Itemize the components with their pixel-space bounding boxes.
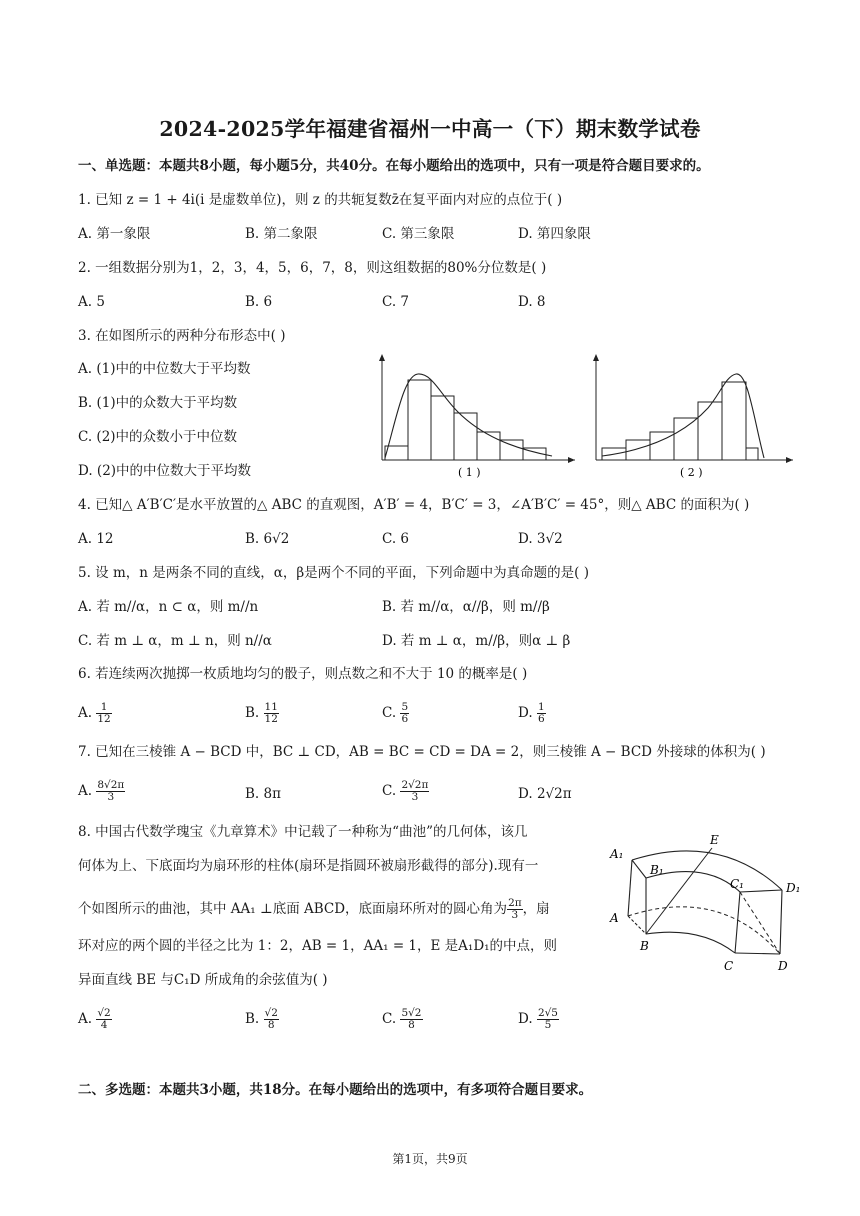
q7-option-a: A. $\frac{8√2\pi}{3}$ <box>78 779 125 803</box>
question-2-stem: 2. 一组数据分别为1，2，3，4，5，6，7，8，则这组数据的80%分位数是( ) <box>78 260 547 276</box>
label-a1: A₁ <box>610 847 624 861</box>
q2-option-b: B. 6 <box>245 294 273 310</box>
q7-option-c: C. $\frac{2√2\pi}{3}$ <box>382 779 429 803</box>
label-c: C <box>724 959 734 973</box>
q3-option-a: A. (1)中的中位数大于平均数 <box>78 361 251 377</box>
q8-option-a: A. $\frac{√2}{4}$ <box>78 1007 111 1031</box>
q7-option-d: D. 2√2π <box>518 786 572 802</box>
q6-option-d: D. $\frac{1}{6}$ <box>518 701 545 725</box>
label-d1: D₁ <box>786 881 801 895</box>
question-8-line-3: 个如图所示的曲池，其中 AA₁ ⊥底面 ABCD，底面扇环所对的圆心角为 $\frac{2\pi}{3}$ ，扇 <box>78 897 550 921</box>
label-b: B <box>640 939 649 953</box>
question-8-line-2: 何体为上、下底面均为扇环形的柱体(扇环是指圆环被扇形截得的部分).现有一 <box>78 858 539 874</box>
q5-option-a: A. 若 m//α，n ⊂ α，则 m//n <box>78 599 259 615</box>
label-c1: C₁ <box>730 877 744 891</box>
label-d: D <box>778 959 788 973</box>
q1-option-a: A. 第一象限 <box>78 226 151 242</box>
q2-option-c: C. 7 <box>382 294 410 310</box>
q1-option-d: D. 第四象限 <box>518 226 591 242</box>
q1-option-c: C. 第三象限 <box>382 226 455 242</box>
q3-option-d: D. (2)中的中位数大于平均数 <box>78 463 252 479</box>
page-footer: 第1页，共9页 <box>392 1152 468 1166</box>
q1-option-b: B. 第二象限 <box>245 226 318 242</box>
question-7-stem: 7. 已知在三棱锥 A − BCD 中，BC ⊥ CD，AB = BC = CD = DA = 2，则三棱锥 A − BCD 外接球的体积为( ) <box>78 744 766 760</box>
question-8-line-1: 8. 中国古代数学瑰宝《九章算术》中记载了一种称为“曲池”的几何体，该几 <box>78 824 528 840</box>
q3-option-b: B. (1)中的众数大于平均数 <box>78 395 238 411</box>
curved-pool-figure <box>600 830 815 980</box>
q3-option-c: C. (2)中的众数小于中位数 <box>78 429 238 445</box>
question-1-stem: 1. 已知 z = 1 + 4i(i 是虚数单位)，则 z 的共轭复数z̄在复平面内对应的点位于( ) <box>78 192 563 208</box>
q8-option-b: B. $\frac{√2}{8}$ <box>245 1007 278 1031</box>
question-6-stem: 6. 若连续两次抛掷一枚质地均匀的骰子，则点数之和不大于 10 的概率是( ) <box>78 666 528 682</box>
question-8-line-4: 环对应的两个圆的半径之比为 1：2，AB = 1，AA₁ = 1，E 是A₁D₁的中点，则 <box>78 938 558 954</box>
q4-option-a: A. 12 <box>78 531 114 547</box>
section-2-heading: 二、多选题：本题共3小题，共18分。在每小题给出的选项中，有多项符合题目要求。 <box>78 1082 593 1098</box>
section-1-heading: 一、单选题：本题共8小题，每小题5分，共40分。在每小题给出的选项中，只有一项是符合题目要求的。 <box>78 158 710 174</box>
q6-option-b: B. $\frac{11}{12}$ <box>245 701 278 725</box>
q4-option-d: D. 3√2 <box>518 531 563 547</box>
label-b1: B₁ <box>650 863 664 877</box>
label-a: A <box>610 911 619 925</box>
question-4-stem: 4. 已知△ A′B′C′是水平放置的△ ABC 的直观图，A′B′ = 4，B′C′ = 3，∠A′B′C′ = 45°，则△ ABC 的面积为( ) <box>78 497 750 513</box>
q4-option-c: C. 6 <box>382 531 410 547</box>
q5-option-d: D. 若 m ⊥ α，m//β，则α ⊥ β <box>382 633 571 649</box>
q2-option-a: A. 5 <box>78 294 105 310</box>
q5-option-b: B. 若 m//α，α//β，则 m//β <box>382 599 550 615</box>
q8-option-c: C. $\frac{5√2}{8}$ <box>382 1007 422 1031</box>
label-e: E <box>710 833 719 847</box>
q6-option-c: C. $\frac{5}{6}$ <box>382 701 409 725</box>
distribution-figure-1 <box>370 350 580 480</box>
figure-1-label: ( 1 ) <box>458 466 481 479</box>
question-5-stem: 5. 设 m，n 是两条不同的直线，α，β是两个不同的平面，下列命题中为真命题的是( ) <box>78 565 589 581</box>
q6-option-a: A. $\frac{1}{12}$ <box>78 701 111 725</box>
figure-2-label: ( 2 ) <box>680 466 703 479</box>
q4-option-b: B. 6√2 <box>245 531 290 547</box>
q2-option-d: D. 8 <box>518 294 546 310</box>
q8-option-d: D. $\frac{2√5}{5}$ <box>518 1007 558 1031</box>
question-3-stem: 3. 在如图所示的两种分布形态中( ) <box>78 328 286 344</box>
distribution-figure-2 <box>588 350 798 480</box>
question-8-line-5: 异面直线 BE 与C₁D 所成角的余弦值为( ) <box>78 972 328 988</box>
q7-option-b: B. 8π <box>245 786 281 802</box>
q5-option-c: C. 若 m ⊥ α，m ⊥ n，则 n//α <box>78 633 272 649</box>
page-title: 2024-2025学年福建省福州一中高一（下）期末数学试卷 <box>159 117 701 141</box>
